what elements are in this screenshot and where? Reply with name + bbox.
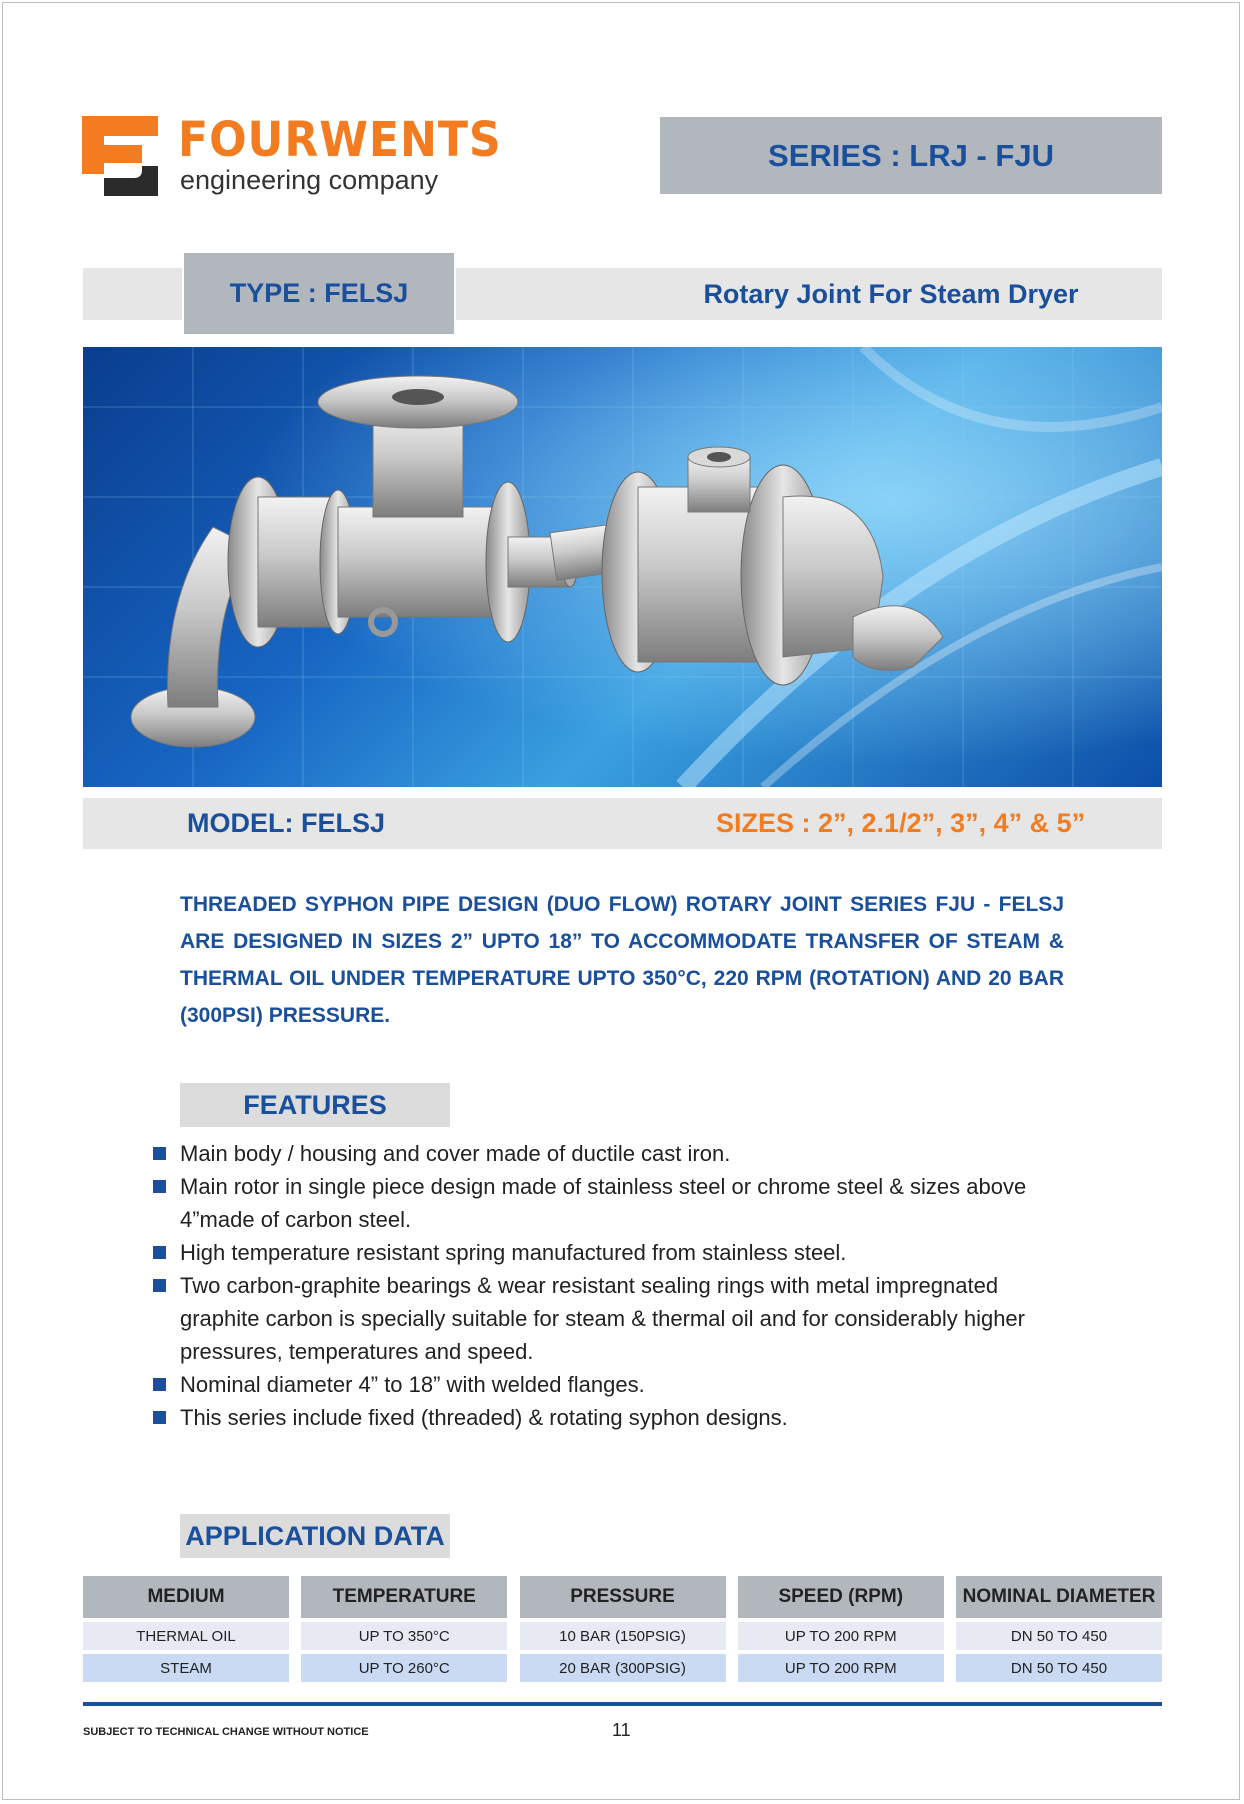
logo-subtitle: engineering company bbox=[180, 165, 439, 195]
feature-item: This series include fixed (threaded) & rotating syphon designs. bbox=[150, 1401, 1070, 1434]
table-row bbox=[83, 1650, 1162, 1682]
feature-item: Two carbon-graphite bearings & wear resistant sealing rings with metal impregnated graphite carbon is specially suitable for steam & thermal oil and for considerably higher pressures, temperatures and speed. bbox=[150, 1269, 1070, 1368]
sizes-label: SIZES : 2”, 2.1/2”, 3”, 4” & 5” bbox=[716, 808, 1086, 838]
table-row bbox=[83, 1618, 1162, 1650]
bullet-square-icon bbox=[153, 1279, 166, 1292]
table-cell: DN 50 TO 450 bbox=[956, 1622, 1162, 1650]
company-logo bbox=[82, 112, 502, 200]
table-cell: STEAM bbox=[83, 1654, 289, 1682]
features-list bbox=[150, 1137, 1070, 1434]
column-header: PRESSURE bbox=[520, 1576, 726, 1618]
feature-item: Main body / housing and cover made of ductile cast iron. bbox=[150, 1137, 1070, 1170]
column-header: SPEED (RPM) bbox=[738, 1576, 944, 1618]
table-cell: 20 BAR (300PSIG) bbox=[520, 1654, 726, 1682]
product-description-title: Rotary Joint For Steam Dryer bbox=[703, 278, 1079, 309]
type-label: TYPE : FELSJ bbox=[229, 278, 409, 308]
feature-item: High temperature resistant spring manufactured from stainless steel. bbox=[150, 1236, 1070, 1269]
bullet-square-icon bbox=[153, 1411, 166, 1424]
bullet-square-icon bbox=[153, 1378, 166, 1391]
bullet-square-icon bbox=[153, 1180, 166, 1193]
product-image bbox=[83, 347, 1162, 787]
logo-wordmark: FOURWENTS bbox=[178, 112, 502, 168]
table-cell: UP TO 200 RPM bbox=[738, 1622, 944, 1650]
series-banner bbox=[660, 117, 1162, 194]
type-tab bbox=[182, 253, 456, 334]
fourwents-logo-icon bbox=[82, 116, 158, 196]
table-cell: UP TO 200 RPM bbox=[738, 1654, 944, 1682]
page-number: 11 bbox=[612, 1720, 631, 1740]
column-header: TEMPERATURE bbox=[301, 1576, 507, 1618]
footer-divider bbox=[83, 1702, 1162, 1706]
model-label: MODEL: FELSJ bbox=[187, 808, 386, 838]
application-data-table bbox=[83, 1576, 1162, 1682]
features-heading: FEATURES bbox=[180, 1083, 450, 1127]
table-cell: UP TO 350°C bbox=[301, 1622, 507, 1650]
series-title: SERIES : LRJ - FJU bbox=[768, 137, 1054, 173]
footer-note: SUBJECT TO TECHNICAL CHANGE WITHOUT NOTICE bbox=[83, 1726, 369, 1738]
bullet-square-icon bbox=[153, 1147, 166, 1160]
product-description: THREADED SYPHON PIPE DESIGN (DUO FLOW) ROTARY JOINT SERIES FJU - FELSJ ARE DESIGNED IN SIZES 2” UPTO 18” TO ACCOMMODATE TRANSFER OF STEAM & THERMAL OIL UNDER TEMPERATURE UPTO 350°C, 220 RPM (ROTATION) AND 20 BAR (300PSI) PRESSURE. bbox=[180, 893, 1064, 1027]
table-cell: UP TO 260°C bbox=[301, 1654, 507, 1682]
table-cell: 10 BAR (150PSIG) bbox=[520, 1622, 726, 1650]
column-header: NOMINAL DIAMETER bbox=[956, 1576, 1162, 1618]
table-cell: THERMAL OIL bbox=[83, 1622, 289, 1650]
table-cell: DN 50 TO 450 bbox=[956, 1654, 1162, 1682]
feature-item: Main rotor in single piece design made of stainless steel or chrome steel & sizes above 4”made of carbon steel. bbox=[150, 1170, 1070, 1236]
column-header: MEDIUM bbox=[83, 1576, 289, 1618]
table-header-row bbox=[83, 1576, 1162, 1618]
feature-item: Nominal diameter 4” to 18” with welded flanges. bbox=[150, 1368, 1070, 1401]
bullet-square-icon bbox=[153, 1246, 166, 1259]
application-data-heading: APPLICATION DATA bbox=[180, 1514, 450, 1558]
rotary-joint-illustration bbox=[83, 347, 1162, 787]
